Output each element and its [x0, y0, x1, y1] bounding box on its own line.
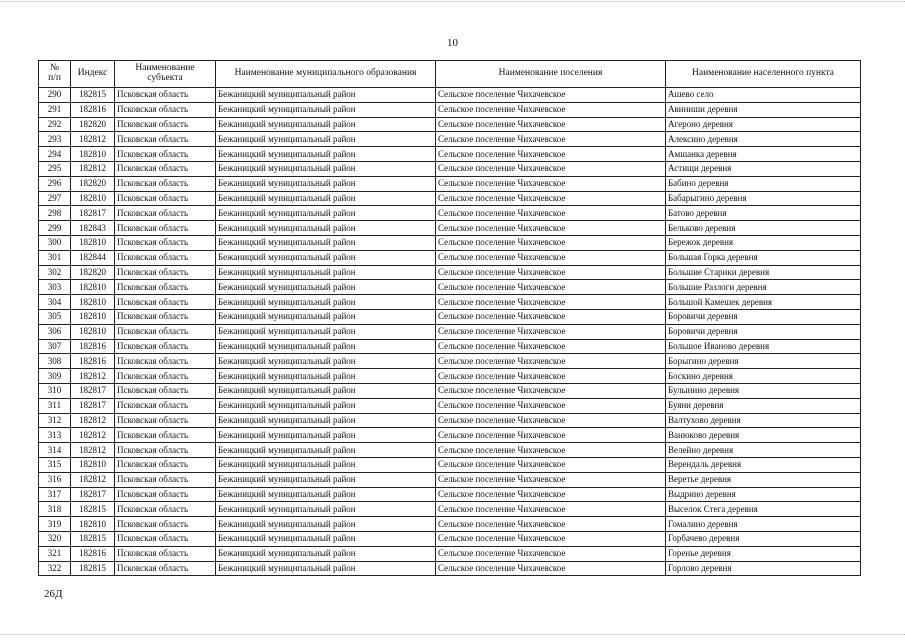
cell-settlement: Сельское поселение Чихачевское — [436, 339, 666, 354]
table-row — [39, 398, 861, 413]
cell-locality: Боровичи деревня — [666, 309, 861, 324]
cell-locality: Большие Разлоги деревня — [666, 280, 861, 295]
cell-locality: Горбачево деревня — [666, 531, 861, 546]
cell-index: 182820 — [71, 265, 115, 280]
cell-locality: Боровичи деревня — [666, 324, 861, 339]
cell-settlement: Сельское поселение Чихачевское — [436, 457, 666, 472]
cell-settlement: Сельское поселение Чихачевское — [436, 117, 666, 132]
cell-number: 321 — [39, 546, 71, 561]
cell-settlement: Сельское поселение Чихачевское — [436, 235, 666, 250]
cell-locality: Алексино деревня — [666, 132, 861, 147]
cell-municipality: Бежаницкий муниципальный район — [216, 280, 436, 295]
table-row — [39, 502, 861, 517]
cell-locality: Большое Иваново деревня — [666, 339, 861, 354]
cell-settlement: Сельское поселение Чихачевское — [436, 546, 666, 561]
cell-number: 304 — [39, 295, 71, 310]
table-row — [39, 517, 861, 532]
table-row — [39, 161, 861, 176]
cell-number: 308 — [39, 354, 71, 369]
table-body — [39, 88, 861, 576]
header-number-text: № п/п — [48, 63, 61, 83]
cell-subject: Псковская область — [115, 280, 216, 295]
cell-subject: Псковская область — [115, 487, 216, 502]
cell-number: 316 — [39, 472, 71, 487]
cell-municipality: Бежаницкий муниципальный район — [216, 383, 436, 398]
table-row — [39, 413, 861, 428]
cell-settlement: Сельское поселение Чихачевское — [436, 383, 666, 398]
cell-settlement: Сельское поселение Чихачевское — [436, 369, 666, 384]
cell-municipality: Бежаницкий муниципальный район — [216, 502, 436, 517]
cell-number: 291 — [39, 102, 71, 117]
footer-mark: 26Д — [44, 588, 63, 600]
table-row — [39, 369, 861, 384]
cell-municipality: Бежаницкий муниципальный район — [216, 369, 436, 384]
table-row — [39, 531, 861, 546]
cell-settlement: Сельское поселение Чихачевское — [436, 561, 666, 576]
cell-index: 182844 — [71, 250, 115, 265]
table-row — [39, 295, 861, 310]
cell-number: 314 — [39, 443, 71, 458]
table-row — [39, 487, 861, 502]
cell-municipality: Бежаницкий муниципальный район — [216, 235, 436, 250]
cell-locality: Буяни деревня — [666, 398, 861, 413]
cell-number: 319 — [39, 517, 71, 532]
cell-number: 297 — [39, 191, 71, 206]
cell-number: 301 — [39, 250, 71, 265]
cell-number: 315 — [39, 457, 71, 472]
cell-index: 182812 — [71, 161, 115, 176]
cell-number: 313 — [39, 428, 71, 443]
cell-municipality: Бежаницкий муниципальный район — [216, 324, 436, 339]
cell-locality: Боскино деревня — [666, 369, 861, 384]
cell-settlement: Сельское поселение Чихачевское — [436, 443, 666, 458]
cell-subject: Псковская область — [115, 369, 216, 384]
cell-subject: Псковская область — [115, 443, 216, 458]
cell-number: 296 — [39, 176, 71, 191]
cell-subject: Псковская область — [115, 428, 216, 443]
cell-municipality: Бежаницкий муниципальный район — [216, 250, 436, 265]
cell-subject: Псковская область — [115, 383, 216, 398]
table-row — [39, 176, 861, 191]
cell-subject: Псковская область — [115, 117, 216, 132]
cell-index: 182812 — [71, 472, 115, 487]
cell-index: 182810 — [71, 324, 115, 339]
cell-municipality: Бежаницкий муниципальный район — [216, 221, 436, 236]
cell-settlement: Сельское поселение Чихачевское — [436, 531, 666, 546]
cell-subject: Псковская область — [115, 191, 216, 206]
cell-subject: Псковская область — [115, 235, 216, 250]
cell-locality: Выселок Стега деревня — [666, 502, 861, 517]
cell-locality: Велейно деревня — [666, 443, 861, 458]
cell-locality: Горлово деревня — [666, 561, 861, 576]
cell-index: 182812 — [71, 443, 115, 458]
header-number — [39, 61, 71, 88]
cell-locality: Агероно деревня — [666, 117, 861, 132]
cell-index: 182816 — [71, 546, 115, 561]
cell-settlement: Сельское поселение Чихачевское — [436, 206, 666, 221]
cell-settlement: Сельское поселение Чихачевское — [436, 324, 666, 339]
cell-subject: Псковская область — [115, 502, 216, 517]
cell-locality: Авиниши деревня — [666, 102, 861, 117]
cell-municipality: Бежаницкий муниципальный район — [216, 147, 436, 162]
cell-number: 290 — [39, 88, 71, 103]
cell-locality: Борыгино деревня — [666, 354, 861, 369]
table-row — [39, 221, 861, 236]
cell-settlement: Сельское поселение Чихачевское — [436, 413, 666, 428]
cell-index: 182812 — [71, 428, 115, 443]
header-municipality: Наименование муниципального образования — [216, 61, 436, 88]
cell-locality: Амшанка деревня — [666, 147, 861, 162]
cell-municipality: Бежаницкий муниципальный район — [216, 309, 436, 324]
cell-settlement: Сельское поселение Чихачевское — [436, 472, 666, 487]
cell-index: 182820 — [71, 176, 115, 191]
cell-municipality: Бежаницкий муниципальный район — [216, 413, 436, 428]
table-row — [39, 428, 861, 443]
cell-number: 295 — [39, 161, 71, 176]
header-locality: Наименование населенного пункта — [666, 61, 861, 88]
cell-subject: Псковская область — [115, 531, 216, 546]
table-row — [39, 117, 861, 132]
cell-municipality: Бежаницкий муниципальный район — [216, 354, 436, 369]
cell-subject: Псковская область — [115, 147, 216, 162]
cell-settlement: Сельское поселение Чихачевское — [436, 191, 666, 206]
cell-subject: Псковская область — [115, 398, 216, 413]
cell-municipality: Бежаницкий муниципальный район — [216, 265, 436, 280]
cell-subject: Псковская область — [115, 206, 216, 221]
table-row — [39, 354, 861, 369]
cell-index: 182816 — [71, 339, 115, 354]
cell-settlement: Сельское поселение Чихачевское — [436, 176, 666, 191]
cell-index: 182812 — [71, 132, 115, 147]
cell-index: 182812 — [71, 369, 115, 384]
cell-subject: Псковская область — [115, 132, 216, 147]
cell-municipality: Бежаницкий муниципальный район — [216, 457, 436, 472]
cell-subject: Псковская область — [115, 88, 216, 103]
cell-settlement: Сельское поселение Чихачевское — [436, 295, 666, 310]
cell-municipality: Бежаницкий муниципальный район — [216, 531, 436, 546]
table-row — [39, 457, 861, 472]
cell-municipality: Бежаницкий муниципальный район — [216, 102, 436, 117]
cell-locality: Бабино деревня — [666, 176, 861, 191]
cell-index: 182817 — [71, 206, 115, 221]
cell-index: 182815 — [71, 88, 115, 103]
cell-index: 182810 — [71, 517, 115, 532]
cell-number: 305 — [39, 309, 71, 324]
cell-index: 182810 — [71, 235, 115, 250]
cell-municipality: Бежаницкий муниципальный район — [216, 517, 436, 532]
cell-settlement: Сельское поселение Чихачевское — [436, 250, 666, 265]
cell-locality: Бельково деревня — [666, 221, 861, 236]
table-row — [39, 191, 861, 206]
page-number: 10 — [447, 37, 458, 49]
cell-settlement: Сельское поселение Чихачевское — [436, 102, 666, 117]
cell-settlement: Сельское поселение Чихачевское — [436, 161, 666, 176]
cell-index: 182812 — [71, 413, 115, 428]
cell-municipality: Бежаницкий муниципальный район — [216, 295, 436, 310]
cell-municipality: Бежаницкий муниципальный район — [216, 472, 436, 487]
cell-locality: Большая Горка деревня — [666, 250, 861, 265]
table-row — [39, 280, 861, 295]
cell-locality: Бабарыгино деревня — [666, 191, 861, 206]
cell-index: 182810 — [71, 309, 115, 324]
cell-locality: Астищи деревня — [666, 161, 861, 176]
cell-number: 292 — [39, 117, 71, 132]
cell-settlement: Сельское поселение Чихачевское — [436, 354, 666, 369]
cell-municipality: Бежаницкий муниципальный район — [216, 561, 436, 576]
table-row — [39, 339, 861, 354]
cell-subject: Псковская область — [115, 354, 216, 369]
cell-index: 182815 — [71, 502, 115, 517]
cell-locality: Ашево село — [666, 88, 861, 103]
header-settlement: Наименование поселения — [436, 61, 666, 88]
cell-index: 182810 — [71, 280, 115, 295]
cell-subject: Псковская область — [115, 309, 216, 324]
cell-locality: Бережок деревня — [666, 235, 861, 250]
cell-municipality: Бежаницкий муниципальный район — [216, 176, 436, 191]
cell-subject: Псковская область — [115, 517, 216, 532]
cell-settlement: Сельское поселение Чихачевское — [436, 487, 666, 502]
cell-index: 182817 — [71, 383, 115, 398]
cell-locality: Большие Старики деревня — [666, 265, 861, 280]
cell-index: 182810 — [71, 295, 115, 310]
cell-subject: Псковская область — [115, 250, 216, 265]
cell-locality: Ванюково деревня — [666, 428, 861, 443]
cell-number: 317 — [39, 487, 71, 502]
cell-index: 182815 — [71, 531, 115, 546]
table-row — [39, 383, 861, 398]
cell-number: 312 — [39, 413, 71, 428]
cell-locality: Горенье деревня — [666, 546, 861, 561]
table-row — [39, 546, 861, 561]
table-row — [39, 132, 861, 147]
cell-municipality: Бежаницкий муниципальный район — [216, 132, 436, 147]
cell-municipality: Бежаницкий муниципальный район — [216, 117, 436, 132]
settlements-table — [38, 60, 861, 576]
cell-settlement: Сельское поселение Чихачевское — [436, 88, 666, 103]
cell-locality: Валтухово деревня — [666, 413, 861, 428]
table-row — [39, 472, 861, 487]
cell-settlement: Сельское поселение Чихачевское — [436, 428, 666, 443]
cell-subject: Псковская область — [115, 295, 216, 310]
cell-number: 298 — [39, 206, 71, 221]
cell-subject: Псковская область — [115, 561, 216, 576]
table-row — [39, 324, 861, 339]
cell-number: 318 — [39, 502, 71, 517]
table-row — [39, 561, 861, 576]
cell-number: 306 — [39, 324, 71, 339]
cell-number: 294 — [39, 147, 71, 162]
cell-index: 182820 — [71, 117, 115, 132]
table-row — [39, 102, 861, 117]
cell-settlement: Сельское поселение Чихачевское — [436, 132, 666, 147]
cell-municipality: Бежаницкий муниципальный район — [216, 487, 436, 502]
cell-municipality: Бежаницкий муниципальный район — [216, 443, 436, 458]
cell-locality: Батово деревня — [666, 206, 861, 221]
cell-locality: Веретье деревня — [666, 472, 861, 487]
cell-subject: Псковская область — [115, 413, 216, 428]
cell-subject: Псковская область — [115, 161, 216, 176]
cell-settlement: Сельское поселение Чихачевское — [436, 280, 666, 295]
cell-municipality: Бежаницкий муниципальный район — [216, 191, 436, 206]
table-row — [39, 88, 861, 103]
cell-number: 309 — [39, 369, 71, 384]
cell-index: 182843 — [71, 221, 115, 236]
cell-settlement: Сельское поселение Чихачевское — [436, 265, 666, 280]
cell-number: 322 — [39, 561, 71, 576]
cell-index: 182810 — [71, 191, 115, 206]
cell-index: 182817 — [71, 487, 115, 502]
cell-number: 299 — [39, 221, 71, 236]
cell-settlement: Сельское поселение Чихачевское — [436, 398, 666, 413]
header-subject-text: Наименование субъекта — [135, 63, 195, 83]
cell-settlement: Сельское поселение Чихачевское — [436, 517, 666, 532]
cell-number: 303 — [39, 280, 71, 295]
cell-locality: Верендаль деревня — [666, 457, 861, 472]
table-row — [39, 250, 861, 265]
cell-municipality: Бежаницкий муниципальный район — [216, 428, 436, 443]
cell-index: 182815 — [71, 561, 115, 576]
table-header-row — [39, 61, 861, 88]
cell-settlement: Сельское поселение Чихачевское — [436, 502, 666, 517]
cell-subject: Псковская область — [115, 324, 216, 339]
cell-number: 307 — [39, 339, 71, 354]
cell-municipality: Бежаницкий муниципальный район — [216, 206, 436, 221]
scan-edge-top — [0, 1, 905, 3]
cell-subject: Псковская область — [115, 339, 216, 354]
cell-number: 310 — [39, 383, 71, 398]
cell-settlement: Сельское поселение Чихачевское — [436, 147, 666, 162]
table-row — [39, 235, 861, 250]
cell-subject: Псковская область — [115, 265, 216, 280]
cell-locality: Выдрино деревня — [666, 487, 861, 502]
cell-settlement: Сельское поселение Чихачевское — [436, 221, 666, 236]
table-row — [39, 265, 861, 280]
cell-number: 293 — [39, 132, 71, 147]
cell-index: 182817 — [71, 398, 115, 413]
cell-subject: Псковская область — [115, 221, 216, 236]
cell-subject: Псковская область — [115, 472, 216, 487]
cell-index: 182816 — [71, 102, 115, 117]
cell-index: 182810 — [71, 147, 115, 162]
table-row — [39, 443, 861, 458]
scan-edge-bottom — [0, 634, 905, 636]
cell-municipality: Бежаницкий муниципальный район — [216, 546, 436, 561]
header-index: Индекс — [71, 61, 115, 88]
cell-subject: Псковская область — [115, 176, 216, 191]
cell-municipality: Бежаницкий муниципальный район — [216, 161, 436, 176]
table-row — [39, 309, 861, 324]
cell-index: 182810 — [71, 457, 115, 472]
cell-municipality: Бежаницкий муниципальный район — [216, 88, 436, 103]
cell-municipality: Бежаницкий муниципальный район — [216, 398, 436, 413]
cell-number: 302 — [39, 265, 71, 280]
header-subject — [115, 61, 216, 88]
cell-locality: Булынино деревня — [666, 383, 861, 398]
table-row — [39, 147, 861, 162]
cell-number: 311 — [39, 398, 71, 413]
cell-settlement: Сельское поселение Чихачевское — [436, 309, 666, 324]
cell-subject: Псковская область — [115, 546, 216, 561]
cell-index: 182816 — [71, 354, 115, 369]
cell-subject: Псковская область — [115, 102, 216, 117]
cell-municipality: Бежаницкий муниципальный район — [216, 339, 436, 354]
cell-locality: Большой Камешек деревня — [666, 295, 861, 310]
cell-number: 320 — [39, 531, 71, 546]
cell-subject: Псковская область — [115, 457, 216, 472]
cell-number: 300 — [39, 235, 71, 250]
table-row — [39, 206, 861, 221]
cell-locality: Гомалино деревня — [666, 517, 861, 532]
